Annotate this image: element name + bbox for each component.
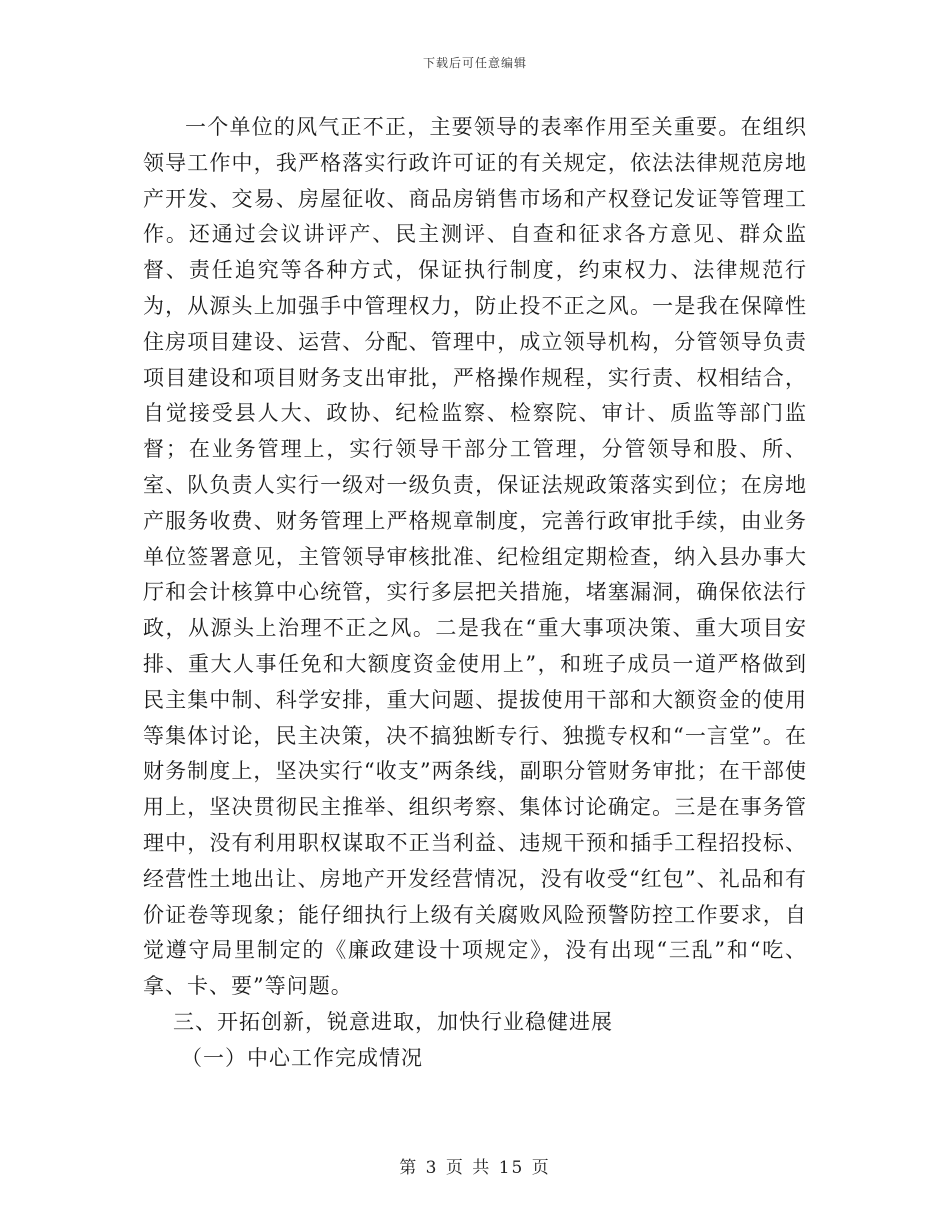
page-header-note: 下载后可任意编辑	[422, 56, 527, 70]
body-paragraph: 一个单位的风气正不正，主要领导的表率作用至关重要。在组织领导工作中，我严格落实行政许可证的有关规定，依法法律规范房地产开发、交易、房屋征收、商品房销售市场和产权登记发证等管理工作。还通过会议讲评产、民主测评、自查和征求各方意见、群众监督、责任追究等各种方式，保证执行制度，约束权力、法律规范行为，从源头上加强手中管理权力，防止投不正之风。一是我在保障性住房项目建设、运营、分配、管理中，成立领导机构，分管领导负责项目建设和项目财务支出审批，严格操作规程，实行责、权相结合，自觉接受县人大、政协、纪检监察、检察院、审计、质监等部门监督；在业务管理上，实行领导干部分工管理，分管领导和股、所、室、队负责人实行一级对一级负责，保证法规政策落实到位；在房地产服务收费、财务管理上严格规章制度，完善行政审批手续，由业务单位签署意见，主管领导审核批准、纪检组定期检查，纳入县办事大厅和会计核算中心统管，实行多层把关措施，堵塞漏洞，确保依法行政，从源头上治理不正之风。二是我在“重大事项决策、重大项目安排、重大人事任免和大额度资金使用上”，和班子成员一道严格做到民主集中制、科学安排，重大问题、提拔使用干部和大额资金的使用等集体讨论，民主决策，决不搞独断专行、独揽专权和“一言堂”。在财务制度上，坚决实行“收支”两条线，副职分管财务审批；在干部使用上，坚决贯彻民主推举、组织考察、集体讨论确定。三是在事务管理中，没有利用职权谋取不正当利益、违规干预和插手工程招投标、经营性土地出让、房地产开发经营情况，没有收受“红包”、礼品和有价证卷等现象；能仔细执行上级有关腐败风险预警防控工作要求，自觉遵守局里制定的《廉政建设十项规定》，没有出现“三乱”和“吃、拿、卡、要”等问题。	[143, 115, 807, 999]
section-heading: 三、开拓创新，锐意进取，加快行业稳健进展	[173, 1009, 613, 1034]
document-body	[143, 110, 807, 1077]
subsection-heading: （一）中心工作完成情况	[181, 1045, 423, 1070]
page-number: 第 3 页 共 15 页	[399, 1158, 551, 1178]
